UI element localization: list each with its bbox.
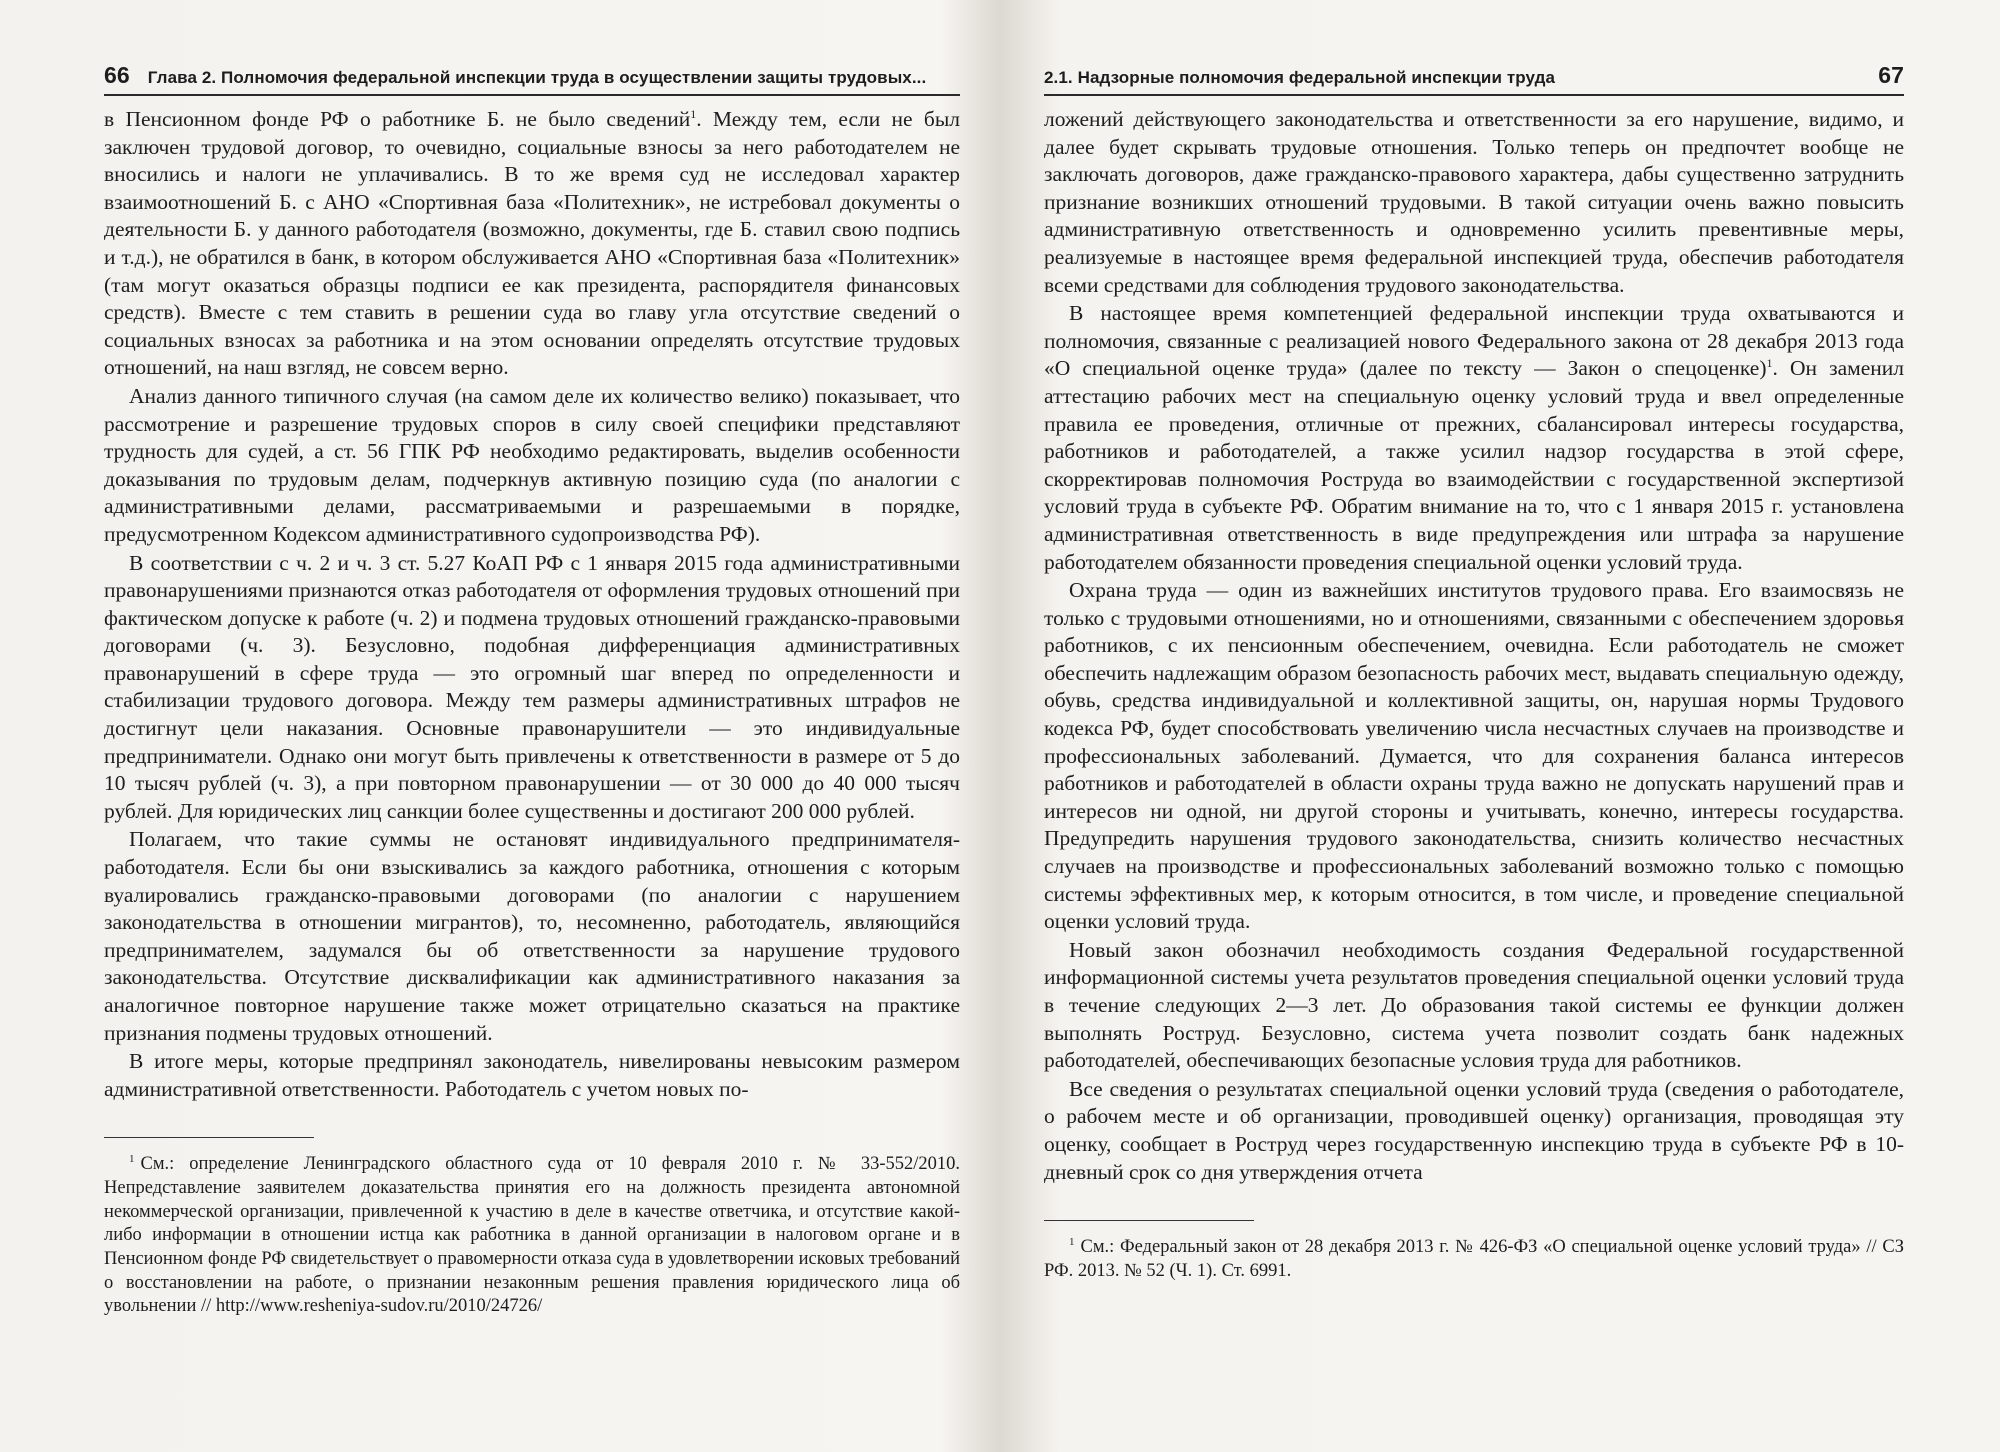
left-paragraph-1-text: в Пенсионном фонде РФ о работнике Б. не было сведений [104,107,691,131]
left-footnotes [104,1148,960,1318]
right-section-title: 2.1. Надзорные полномочия федеральной инспекции труда [1044,68,1556,87]
right-paragraph-4: Новый закон обозначил необходимость создания Федеральной государственной информационной системы учета результатов проведения специальной оценки условий труда в течение следующих 2—3 лет. До образования такой системы ее функции должен выполнять Роструд. Безусловно, система учета позволит создать банк надежных работодателей, обеспечивающих безопасные условия труда для работников. [1044,937,1904,1073]
right-paragraph-2-text-cont: . Он заменил аттестацию рабочих мест на специальную оценку условий труда и ввел определенные правила ее проведения, отличные от прежних, сбалансировал интересы государства, работников и работодателей, а также усилил надзор государства в этой сфере, скорректировав полномочия Роструда во взаимодействии с государственной экспертизой условий труда в субъекте РФ. Обратим внимание на то, что с 1 января 2015 г. установлена административная ответственность в виде предупреждения или штрафа за нарушение работодателем обязанности проведения специальной оценки условий труда. [1044,356,1904,574]
left-paragraph-2: Анализ данного типичного случая (на самом деле их количество велико) показывает, что рассмотрение и разрешение трудовых споров в силу своей специфики представляют трудность для судей, а ст. 56 ГПК РФ необходимо редактировать, выделив особенности доказывания по трудовым делам, подчеркнув активную позицию суда (по аналогии с административными делами, рассматриваемыми и разрешаемыми в порядке, предусмотренном Кодексом административного судопроизводства РФ). [104,383,960,546]
left-running-head [104,62,960,96]
left-footnote-1 [104,1148,960,1318]
left-page-number: 66 [104,62,130,88]
left-footnote-rule [104,1137,314,1138]
right-footnote-mark: 1 [1069,1236,1075,1249]
right-paragraph-3: Охрана труда — один из важнейших институтов трудового права. Его взаимосвязь не только с трудовыми отношениями, но и отношениями, связанными с обеспечением здоровья работников, с их пенсионным обеспечением, очевидна. Если работодатель не сможет обеспечить надлежащим образом безопасность рабочих мест, выдавать специальную одежду, обувь, средства индивидуальной и коллективной защиты, он, нарушая нормы Трудового кодекса РФ, будет способствовать увеличению числа несчастных случаев на производстве и профессиональных заболеваний. Думается, что для сохранения баланса интересов работников и работодателей в области охраны труда важно не допускать нарушений прав и интересов ни одной, ни другой стороны и учитывать, конечно, интересы государства. Предупредить нарушения трудового законодательства, снизить количество несчастных случаев на производстве и профессиональных заболеваний возможно только с помощью системы эффективных мер, к которым относится, в том числе, и проведение специальной оценки условий труда. [1044,578,1904,934]
left-paragraph-3: В соответствии с ч. 2 и ч. 3 ст. 5.27 КоАП РФ с 1 января 2015 года административными правонарушениями признаются отказ работодателя от оформления трудовых отношений при фактическом допуске к работе (ч. 2) и подмена трудовых отношений гражданско-правовыми договорами (ч. 3). Безусловно, подобная дифференциация административных правонарушений в сфере труда — это огромный шаг вперед по определенности и стабилизации трудового договора. Между тем размеры административных штрафов не достигнут цели наказания. Основные правонарушители — это индивидуальные предприниматели. Однако они могут быть привлечены к ответственности в размере от 5 до 10 тысяч рублей (ч. 3), а при повторном правонарушении — от 30 000 до 40 000 тысяч рублей. Для юридических лиц санкции более существенны и достигают 200 000 рублей. [104,550,960,823]
right-footnote-ref: 1 [1766,356,1773,371]
right-running-head [1044,62,1904,96]
right-paragraph-2-text: В настоящее время компетенцией федеральной инспекции труда охватываются и полномочия, связанные с реализацией нового Федерального закона от 28 декабря 2013 года «О специальной оценке труда» (далее по тексту — Закон о спецоценке) [1044,301,1904,381]
right-page-number: 67 [1878,62,1904,88]
left-footnote-mark: 1 [129,1153,135,1166]
right-body-text [1044,106,1904,1186]
right-paragraph-1: ложений действующего законодательства и ответственности за его нарушение, видимо, и далее будет скрывать трудовые отношения. Только теперь он предпочтет вообще не заключать договоров, даже гражданско-правового характера, дабы существенно затруднить признание возникших отношений трудовыми. В такой ситуации очень важно повысить административную ответственность и одновременно усилить превентивные меры, реализуемые в настоящее время федеральной инспекцией труда, обеспечив работодателя всеми средствами для соблюдения трудового законодательства. [1044,107,1904,297]
right-page [1000,0,2000,1452]
right-paragraph-5: Все сведения о результатах специальной оценки условий труда (сведения о работодателе, о рабочем месте и об организации, проводившей оценку) организация, проводящая эту оценку, сообщает в Роструд через государственную инспекцию труда в субъекте РФ в 10-дневный срок со дня утверждения отчета [1044,1076,1904,1184]
left-paragraph-1-text-cont: . Между тем, если не был заключен трудовой договор, то очевидно, социальные взносы за него работодателем не вносились и налоги не уплачивались. В то же время суд не исследовал характер взаимоотношений Б. с АНО «Спортивная база «Политехник», не истребовал документы о деятельности Б. у данного работодателя (возможно, документы, где Б. ставил свою подпись и т.д.), не обратился в банк, в котором обслуживается АНО «Спортивная база «Политехник» (там могут оказаться образцы подписи ее как президента, распорядителя финансовых средств). Вместе с тем ставить в решении суда во главу угла отсутствие сведений о социальных взносах за работника и на этом основании определять отсутствие трудовых отношений, на наш взгляд, не совсем верно. [104,107,961,380]
right-footnote-rule [1044,1220,1254,1221]
left-body-text [104,106,960,1103]
left-paragraph-1 [104,106,960,382]
left-footnote-ref: 1 [690,106,697,121]
left-footnote-text: См.: определение Ленинградского областного суда от 10 февраля 2010 г. № 33-552/2010. Непредставление заявителем доказательства принятия его на должность президента автономной некоммерческой организации, привлеченной к участию в деле в качестве ответчика, и отсутствие какой-либо информации в отношении истца как работника в данной организации в налоговом органе и в Пенсионном фонде РФ свидетельствует о правомерности отказа суда в удовлетворении исковых требований о восстановлении на работе, о признании незаконным решения правления юридического лица об увольнении // http://www.resheniya-sudov.ru/2010/24726/ [104,1154,960,1317]
right-footnote-text: См.: Федеральный закон от 28 декабря 2013 г. № 426-ФЗ «О специальной оценке условий труда» // СЗ РФ. 2013. № 52 (Ч. 1). Ст. 6991. [1044,1237,1904,1281]
left-chapter-title: Глава 2. Полномочия федеральной инспекции труда в осуществлении защиты трудовых... [147,68,927,87]
left-paragraph-4: Полагаем, что такие суммы не остановят индивидуального предпринимателя-работодателя. Если бы они взыскивались за каждого работника, отношения с которым вуалировались гражданско-правовыми договорами (по аналогии с нарушением законодательства в отношении мигрантов), то, несомненно, работодатель, являющийся предпринимателем, задумался бы об ответственности за нарушение трудового законодательства. Отсутствие дисквалификации как административного наказания за аналогичное повторное нарушение также может отрицательно сказаться на практике признания подмены трудовых отношений. [104,827,960,1045]
right-footnotes [1044,1231,1904,1283]
right-footnote-1 [1044,1231,1904,1283]
left-paragraph-5: В итоге меры, которые предпринял законодатель, нивелированы невысоким размером административной ответственности. Работодатель с учетом новых по- [104,1049,960,1101]
right-paragraph-2 [1044,300,1904,576]
